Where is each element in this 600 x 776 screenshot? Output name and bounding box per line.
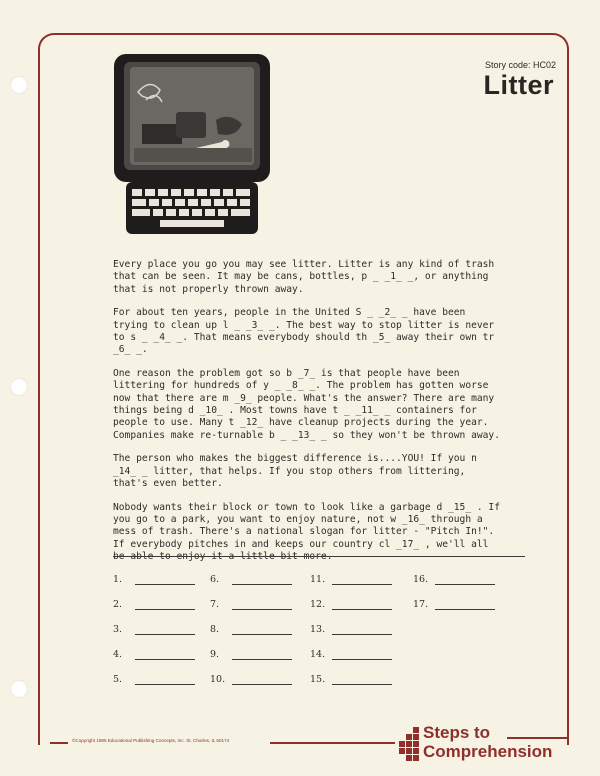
laptop-illustration [112,52,272,238]
answer-blank[interactable]: 14. [310,649,392,660]
punch-hole [10,680,28,698]
brand-rule [507,737,567,739]
brand-name [423,723,552,761]
page-title: Litter [483,70,554,100]
answer-blank[interactable]: 7. [210,599,292,610]
brand-logo [399,722,579,768]
answer-blank[interactable]: 17. [413,599,495,610]
paragraph: One reason the problem got so b _7_ is that people have been littering for hundreds of y _ _8_ _. The problem has gotten worse now that there are m _9_ people. What's the answer? There are many things being d _10_ . Most towns have t _ _11_ _ containers for people to use. Many t _12_ have cleanup projects during the year. Companies make re-turnable b _ _13_ _ so they won't be thrown away. [113,367,500,441]
answer-blank[interactable]: 12. [310,599,392,610]
brand-line-2: Comprehension [423,742,553,761]
answer-blank[interactable]: 11. [310,574,392,585]
footer-rule [50,742,68,744]
copyright-text: ©Copyright 1986 Educational Publishing Concepts, Inc. St. Charles, IL 60174 [72,738,230,743]
divider [113,556,525,557]
story-text [113,259,503,575]
answer-blank[interactable]: 9. [210,649,292,660]
answer-blank[interactable]: 5. [113,674,195,685]
footer-rule [270,742,395,744]
answer-blanks [113,574,513,694]
brand-squares-icon [399,722,421,766]
answer-blank[interactable]: 1. [113,574,195,585]
answer-blank[interactable]: 15. [310,674,392,685]
paragraph: Every place you go you may see litter. Litter is any kind of trash that can be seen. It may be cans, bottles, p _ _1_ _, or anything that is not properly thrown away. [113,259,495,295]
story-code: Story code: HC02 [484,60,556,70]
answer-blank[interactable]: 16. [413,574,495,585]
answer-blank[interactable]: 4. [113,649,195,660]
answer-blank[interactable]: 13. [310,624,392,635]
paragraph: The person who makes the biggest difference is....YOU! If you n _14_ _ litter, that helps. If you stop others from littering, that's even better. [113,453,477,490]
answer-blank[interactable]: 6. [210,574,292,585]
punch-hole [10,378,28,396]
punch-hole [10,76,28,94]
answer-blank[interactable]: 2. [113,599,195,610]
answer-blank[interactable]: 3. [113,624,195,635]
answer-blank[interactable]: 10. [210,674,292,685]
answer-blank[interactable]: 8. [210,624,292,635]
brand-line-1: Steps to [423,723,491,742]
paragraph: Nobody wants their block or town to look like a garbage d _15_ . If you go to a park, you want to enjoy nature, not w _16_ through a mess of trash. There's a national slogan for litter - "Pitch In!". If everybody pitches in and keeps our country cl _17_ , we'll all be able to enjoy it a little bit more. [113,501,500,563]
paragraph: For about ten years, people in the United S _ _2_ _ have been trying to clean up l _ _3_ _. The best way to stop litter is never to s _ _4_ _. That means everybody should th _5_ away their own tr _6_ _. [113,307,495,356]
